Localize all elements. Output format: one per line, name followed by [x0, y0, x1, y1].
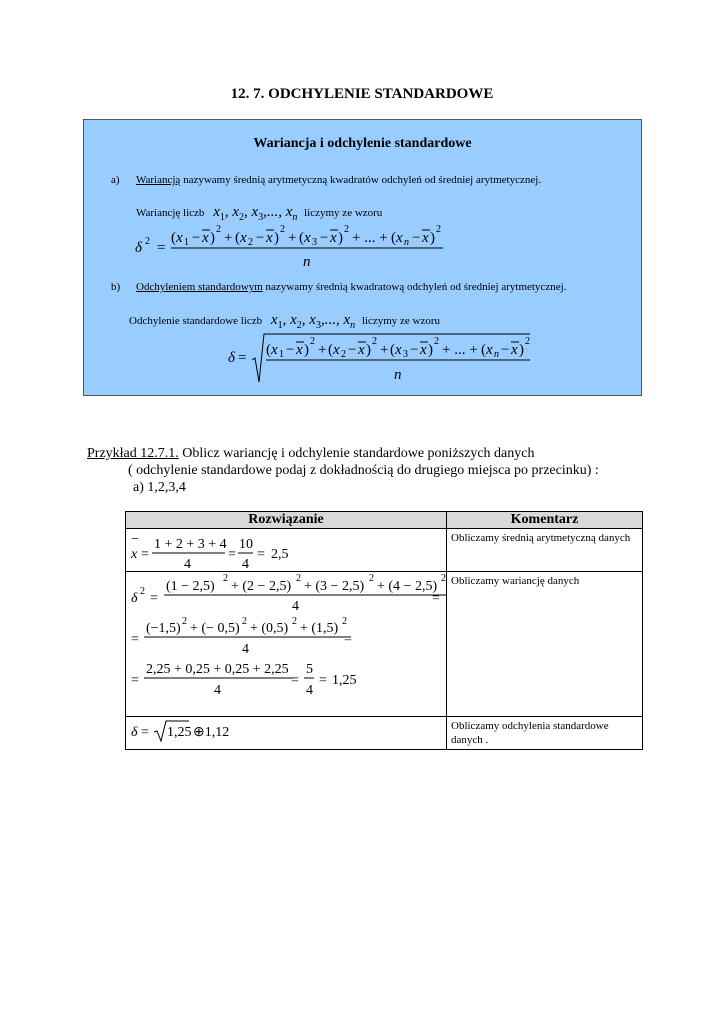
item-b-marker: b)	[111, 281, 121, 293]
std-dev-definition-text: nazywamy średnią kwadratową odchyleń od średniej arytmetycznej.	[262, 281, 567, 293]
variance-steps	[126, 572, 446, 716]
svg-text:=: =	[157, 240, 166, 256]
svg-text:2: 2	[369, 573, 374, 584]
variance-term: Wariancją	[136, 174, 181, 186]
variance-intro-post: liczymy ze wzoru	[304, 207, 383, 219]
svg-text:+ (4 − 2,5): + (4 − 2,5)	[377, 579, 438, 594]
svg-text:=: =	[319, 673, 327, 688]
svg-text:x: x	[266, 230, 273, 246]
svg-text:(: (	[390, 342, 395, 358]
svg-text:2: 2	[441, 573, 446, 584]
svg-text:δ: δ	[135, 240, 142, 256]
box-title: Wariancja i odchylenie standardowe	[253, 136, 472, 151]
svg-text:): )	[366, 342, 371, 358]
svg-text:(1 − 2,5): (1 − 2,5)	[166, 579, 215, 594]
svg-text:(: (	[235, 230, 240, 246]
svg-text:δ: δ	[131, 725, 138, 740]
svg-text:=: =	[131, 673, 139, 688]
svg-text:2: 2	[140, 586, 145, 597]
example-text: Oblicz wariancję i odchylenie standardowe poniższych danych	[178, 446, 535, 461]
svg-text:2,25 + 0,25 + 0,25 + 2,25: 2,25 + 0,25 + 0,25 + 2,25	[146, 662, 289, 677]
svg-text:(: (	[391, 230, 396, 246]
svg-text:(: (	[299, 230, 304, 246]
variable-list-2: $x_1$, $x_2$, $x_3$,..., $x_n$	[270, 312, 356, 331]
svg-text:2: 2	[525, 336, 530, 347]
item-b-definition	[136, 281, 566, 293]
svg-text:2,5: 2,5	[271, 547, 289, 562]
mean-calculation	[126, 529, 447, 572]
svg-text:+: +	[288, 230, 297, 246]
variance-intro-pre: Wariancję liczb	[136, 207, 205, 219]
variance-formula	[129, 220, 449, 272]
svg-text:−: −	[412, 230, 421, 246]
svg-text:5: 5	[306, 662, 313, 677]
svg-text:x: x	[304, 230, 311, 246]
svg-text:1: 1	[279, 349, 284, 360]
svg-text:(: (	[266, 342, 271, 358]
svg-text:+: +	[224, 230, 233, 246]
svg-text:2: 2	[248, 237, 253, 248]
std-dev-formula	[224, 326, 534, 386]
svg-text:(: (	[171, 230, 176, 246]
definition-box	[83, 119, 642, 396]
svg-text:x: x	[396, 230, 403, 246]
svg-text:x: x	[422, 230, 429, 246]
svg-text:2: 2	[145, 236, 150, 247]
comment-variance: Obliczamy wariancję danych	[447, 572, 643, 717]
svg-text:+: +	[380, 342, 389, 358]
table-row	[126, 572, 643, 717]
svg-text:=: =	[131, 632, 139, 647]
svg-text:x: x	[358, 342, 365, 358]
svg-text:n: n	[394, 367, 402, 383]
svg-text:x: x	[511, 342, 518, 358]
svg-text:n: n	[494, 349, 499, 360]
svg-text:2: 2	[292, 616, 297, 627]
svg-text:+ (2 − 2,5): + (2 − 2,5)	[231, 579, 292, 594]
svg-text:+ (0,5): + (0,5)	[250, 621, 289, 636]
svg-text:10: 10	[239, 537, 253, 552]
mean-formula	[126, 529, 446, 571]
svg-text:x: x	[395, 342, 402, 358]
variance-calculation	[126, 572, 447, 717]
svg-text:=: =	[432, 591, 440, 606]
svg-text:x: x	[333, 342, 340, 358]
svg-text:+ (1,5): + (1,5)	[300, 621, 339, 636]
svg-text:2: 2	[296, 573, 301, 584]
svg-text:): )	[428, 342, 433, 358]
comment-std-dev: Obliczamy odchylenia standardowe danych .	[447, 717, 643, 750]
svg-text:2: 2	[242, 616, 247, 627]
item-a-marker: a)	[111, 174, 120, 186]
svg-text:2: 2	[344, 224, 349, 235]
svg-text:−: −	[131, 532, 139, 547]
svg-text:−: −	[501, 342, 510, 358]
svg-text:δ: δ	[131, 591, 138, 606]
page-title: 12. 7. ODCHYLENIE STANDARDOWE	[230, 86, 494, 102]
std-dev-intro-pre: Odchylenie standardowe liczb	[129, 315, 263, 327]
svg-text:=: =	[344, 632, 352, 647]
header-comment: Komentarz	[447, 512, 643, 529]
svg-text:+ (− 0,5): + (− 0,5)	[190, 621, 240, 636]
svg-text:−: −	[286, 342, 295, 358]
item-a-definition	[136, 174, 541, 186]
svg-text:δ: δ	[228, 350, 235, 366]
svg-text:1,25: 1,25	[167, 725, 192, 740]
svg-text:4: 4	[242, 642, 249, 657]
svg-text:−: −	[320, 230, 329, 246]
svg-text:4: 4	[306, 683, 313, 698]
svg-text:1 + 2 + 3 + 4: 1 + 2 + 3 + 4	[154, 537, 227, 552]
svg-text:3: 3	[403, 349, 408, 360]
svg-text:2: 2	[216, 224, 221, 235]
svg-text:): )	[338, 230, 343, 246]
svg-text:+ (3 − 2,5): + (3 − 2,5)	[304, 579, 365, 594]
std-dev-intro-post: liczymy ze wzoru	[361, 315, 441, 327]
svg-text:2: 2	[342, 616, 347, 627]
svg-text:2: 2	[341, 349, 346, 360]
svg-text:4: 4	[214, 683, 221, 698]
svg-text:=: =	[150, 591, 158, 606]
svg-text:): )	[519, 342, 524, 358]
svg-text:=: =	[141, 547, 149, 562]
svg-text:2: 2	[310, 336, 315, 347]
example-label: Przykład 12.7.1.	[87, 446, 179, 461]
table-row	[126, 529, 643, 572]
example-instruction: ( odchylenie standardowe podaj z dokładnością do drugiego miejsca po przecinku) :	[128, 463, 599, 478]
std-dev-result	[126, 717, 446, 747]
example-header	[87, 446, 534, 462]
svg-text:−: −	[410, 342, 419, 358]
svg-text:(−1,5): (−1,5)	[146, 621, 181, 636]
svg-text:(: (	[328, 342, 333, 358]
table-header-row	[126, 512, 643, 529]
svg-text:+ ... +: + ... +	[442, 342, 478, 358]
svg-text:=: =	[257, 547, 265, 562]
svg-text:1,25: 1,25	[332, 673, 357, 688]
svg-text:3: 3	[312, 237, 317, 248]
svg-text:2: 2	[280, 224, 285, 235]
svg-text:): )	[304, 342, 309, 358]
svg-text:x: x	[271, 342, 278, 358]
svg-text:(: (	[481, 342, 486, 358]
svg-text:): )	[274, 230, 279, 246]
svg-text:2: 2	[223, 573, 228, 584]
svg-text:): )	[430, 230, 435, 246]
svg-text:x: x	[420, 342, 427, 358]
example-data: a) 1,2,3,4	[133, 480, 186, 495]
svg-text:4: 4	[184, 557, 191, 571]
svg-text:): )	[210, 230, 215, 246]
svg-text:n: n	[303, 254, 311, 270]
svg-text:n: n	[404, 237, 409, 248]
svg-text:⊕1,12: ⊕1,12	[193, 725, 230, 740]
svg-text:2: 2	[436, 224, 441, 235]
svg-text:x: x	[202, 230, 209, 246]
svg-text:−: −	[192, 230, 201, 246]
svg-text:x: x	[296, 342, 303, 358]
svg-text:=: =	[141, 725, 149, 740]
svg-text:4: 4	[292, 599, 299, 614]
table-row	[126, 717, 643, 750]
comment-mean: Obliczamy średnią arytmetyczną danych	[447, 529, 643, 572]
svg-text:+: +	[318, 342, 327, 358]
svg-text:4: 4	[242, 557, 249, 571]
svg-text:2: 2	[182, 616, 187, 627]
variance-definition-text: nazywamy średnią arytmetyczną kwadratów odchyleń od średniej arytmetycznej.	[180, 174, 542, 186]
svg-text:x: x	[330, 230, 337, 246]
svg-text:1: 1	[184, 237, 189, 248]
svg-text:2: 2	[372, 336, 377, 347]
svg-text:=: =	[238, 350, 247, 366]
std-dev-calculation	[126, 717, 447, 750]
svg-text:x: x	[240, 230, 247, 246]
solution-table	[125, 511, 643, 750]
svg-text:2: 2	[434, 336, 439, 347]
svg-text:−: −	[348, 342, 357, 358]
svg-text:x: x	[176, 230, 183, 246]
svg-text:x: x	[486, 342, 493, 358]
svg-text:+ ... +: + ... +	[352, 230, 388, 246]
svg-text:=: =	[228, 547, 236, 562]
header-solution: Rozwiązanie	[126, 512, 447, 529]
variable-list: $x_1$, $x_2$, $x_3$,..., $x_n$	[213, 204, 298, 223]
svg-text:=: =	[291, 673, 299, 688]
svg-text:−: −	[256, 230, 265, 246]
svg-text:x: x	[131, 547, 138, 562]
std-dev-term: Odchyleniem standardowym	[136, 281, 263, 293]
